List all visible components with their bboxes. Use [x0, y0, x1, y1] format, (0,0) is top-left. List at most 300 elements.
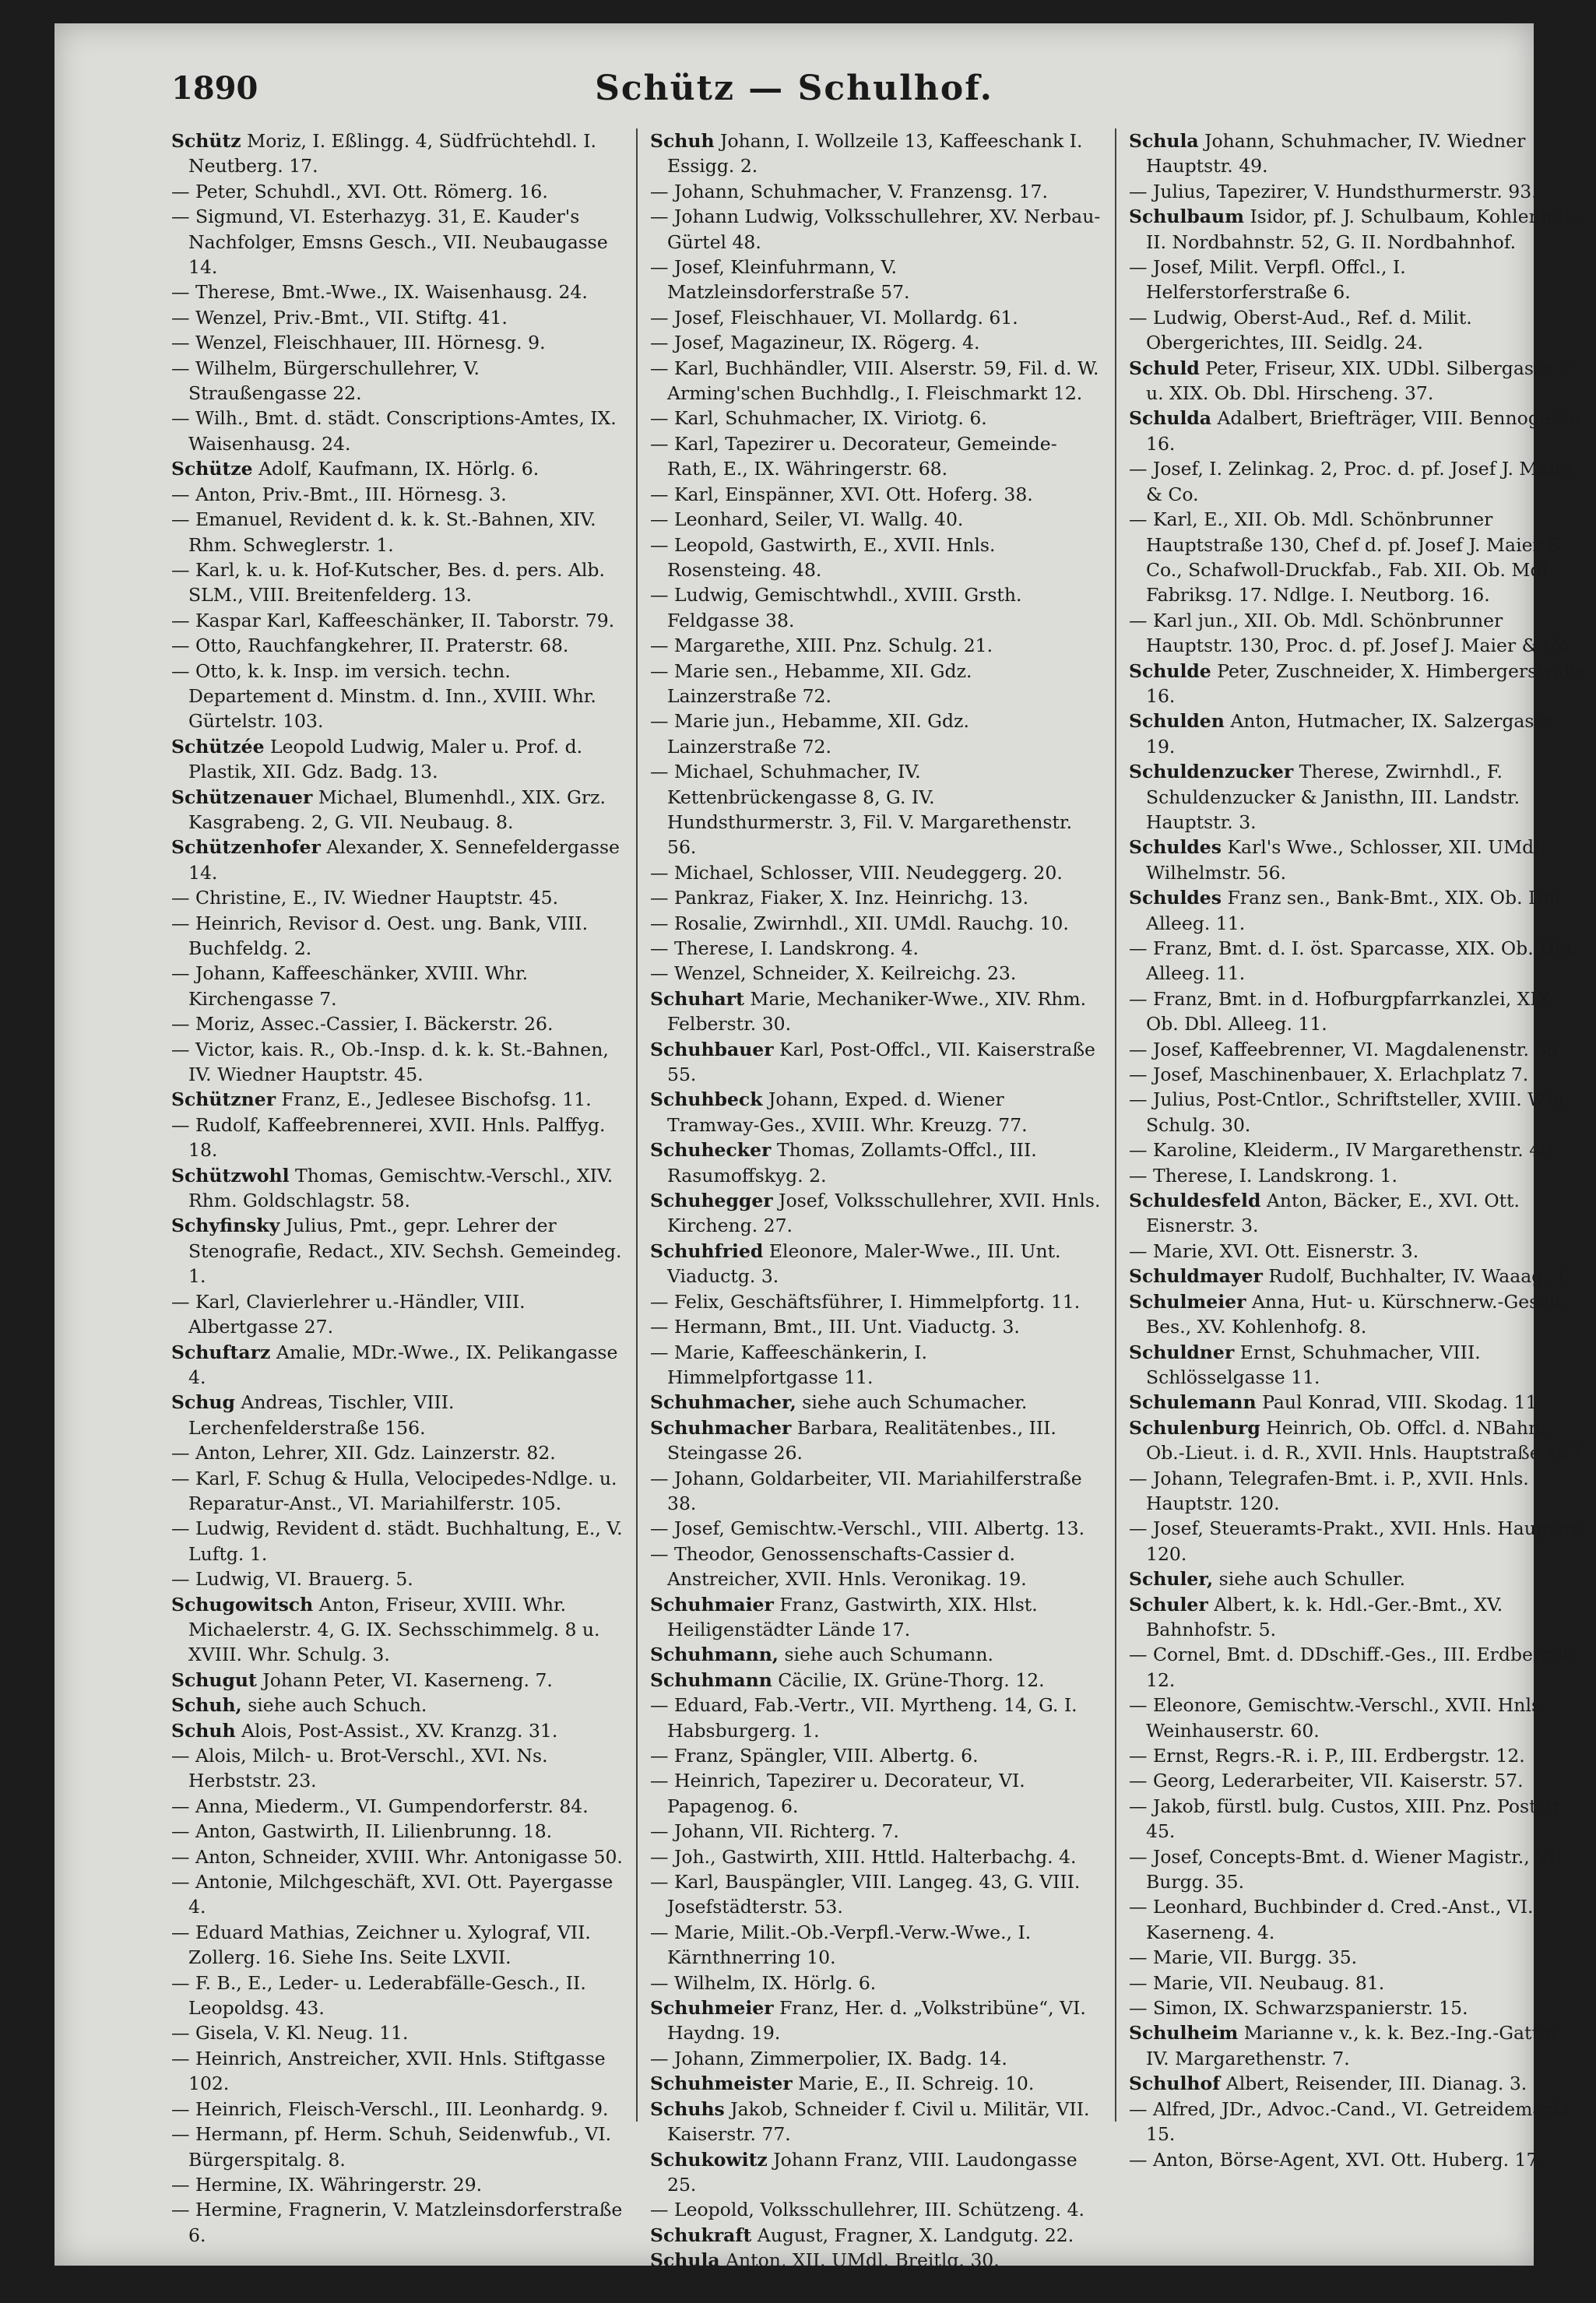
- entry-details: — Rudolf, Kaffeebrennerei, XVII. Hnls. Palffyg. 18.: [171, 1113, 606, 1162]
- entry-surname: Schuhecker: [650, 1139, 772, 1162]
- directory-entry: [650, 128, 1102, 179]
- directory-entry: [1129, 1163, 1588, 1188]
- entry-details: Michael, Blumenhdl., XIX. Grz. Kasgrabeng. 2, G. VII. Neubaug. 8.: [188, 786, 606, 833]
- entry-details: siehe auch Schumacher.: [796, 1391, 1028, 1414]
- directory-entry: [1129, 1693, 1588, 1743]
- entry-details: — Karl, E., XII. Ob. Mdl. Schönbrunner Hauptstraße 130, Chef d. pf. Josef J. Maier & Co., Schafwoll-Druckfab., Fab. XII. Ob. Mdl. Fabriksg. 17. Ndlge. I. Neutborg. 16.: [1129, 508, 1564, 607]
- directory-entry: [1129, 456, 1588, 507]
- entry-surname: Schuhmaier: [650, 1593, 774, 1616]
- directory-entry: [650, 1037, 1102, 1088]
- directory-entry: [171, 608, 623, 633]
- entry-details: — Johann Ludwig, Volksschullehrer, XV. Nerbau-Gürtel 48.: [650, 206, 1101, 253]
- entry-surname: Schuh: [171, 1719, 236, 1742]
- entry-surname: Schütz: [171, 130, 241, 152]
- entry-details: Peter, Friseur, XIX. UDbl. Silbergasse 2 u. XIX. Ob. Dbl. Hirscheng. 37.: [1146, 357, 1572, 405]
- directory-entry: [650, 708, 1102, 759]
- page-number: 1890: [171, 70, 258, 107]
- entry-details: — Leonhard, Buchbinder d. Cred.-Anst., VI. Kaserneng. 4.: [1129, 1896, 1534, 1943]
- directory-entry: [171, 659, 623, 734]
- entry-details: — Josef, Gemischtw.-Verschl., VIII. Albertg. 13.: [650, 1517, 1085, 1540]
- directory-entry: [171, 1289, 623, 1340]
- entry-details: — Kaspar Karl, Kaffeeschänker, II. Taborstr. 79.: [171, 609, 615, 631]
- entry-surname: Schugut: [171, 1668, 257, 1691]
- entry-details: Adalbert, Briefträger, VIII. Bennogasse 16.: [1146, 407, 1580, 455]
- entry-details: — Heinrich, Fleisch-Verschl., III. Leonhardg. 9.: [171, 2097, 609, 2120]
- entry-details: — Karl, Schuhmacher, IX. Viriotg. 6.: [650, 407, 987, 430]
- entry-details: Anton, XII. UMdl. Breitlg. 30.: [719, 2249, 1000, 2272]
- entry-details: — Anton, Priv.-Bmt., III. Hörnesg. 3.: [171, 483, 507, 505]
- column-left: [171, 128, 623, 2246]
- entry-surname: Schützwohl: [171, 1164, 290, 1187]
- entry-details: Johann, Exped. d. Wiener Tramway-Ges., XVIII. Whr. Kreuzg. 77.: [667, 1088, 1028, 1136]
- entry-surname: Schützner: [171, 1088, 276, 1111]
- entry-surname: Schug: [171, 1391, 235, 1414]
- entry-details: — Jakob, fürstl. bulg. Custos, XIII. Pnz. Poststr. 45.: [1129, 1795, 1566, 1843]
- entry-surname: Schukraft: [650, 2224, 752, 2246]
- entry-details: — Franz, Bmt. d. I. öst. Sparcasse, XIX. Ob. Dbl. Alleeg. 11.: [1129, 937, 1578, 985]
- entry-details: Eleonore, Maler-Wwe., III. Unt. Viaductg. 3.: [667, 1239, 1061, 1288]
- entry-details: — Antonie, Milchgeschäft, XVI. Ott. Payergasse 4.: [171, 1871, 613, 1918]
- entry-details: — Julius, Tapezirer, V. Hundsthurmerstr. 93.: [1129, 180, 1538, 202]
- directory-entry: [1129, 1137, 1588, 1162]
- directory-entry: [650, 482, 1102, 507]
- entry-surname: Schulda: [1129, 407, 1212, 430]
- entry-details: — Hermann, pf. Herm. Schuh, Seidenwfub., VI. Bürgerspitalg. 8.: [171, 2123, 612, 2171]
- entry-details: Amalie, MDr.-Wwe., IX. Pelikangasse 4.: [188, 1341, 618, 1388]
- entry-details: — F. B., E., Leder- u. Lederabfälle-Gesch., II. Leopoldsg. 43.: [171, 1971, 586, 2020]
- directory-entry: [171, 2197, 623, 2248]
- directory-entry: [1129, 659, 1588, 709]
- directory-entry: [171, 128, 623, 179]
- directory-entry: [650, 330, 1102, 355]
- directory-entry: [171, 1213, 623, 1289]
- directory-entry: [171, 557, 623, 608]
- directory-entry: [650, 2071, 1102, 2096]
- directory-entry: [171, 1037, 623, 1088]
- entry-details: — Cornel, Bmt. d. DDschiff.-Ges., III. Erdbergstr. 12.: [1129, 1644, 1583, 1691]
- entry-details: Franz sen., Bank-Bmt., XIX. Ob. Dbl. Alleeg. 11.: [1146, 887, 1566, 934]
- entry-details: — Karl jun., XII. Ob. Mdl. Schönbrunner Hauptstr. 130, Proc. d. pf. Josef J. Maier & Co.: [1129, 609, 1575, 657]
- entry-details: — Felix, Geschäftsführer, I. Himmelpfortg. 11.: [650, 1290, 1081, 1313]
- entry-details: — Josef, Magazineur, IX. Rögerg. 4.: [650, 332, 980, 354]
- directory-entry: [1129, 128, 1588, 179]
- entry-surname: Schuhmacher: [650, 1416, 792, 1439]
- directory-entry: [171, 2097, 623, 2122]
- entry-details: — Theodor, Genossenschafts-Cassier d. Anstreicher, XVII. Hnls. Veronikag. 19.: [650, 1542, 1027, 1591]
- directory-entry: [650, 582, 1102, 633]
- directory-entry: [1129, 179, 1588, 204]
- directory-entry: [171, 1592, 623, 1668]
- entry-details: — Josef, I. Zelinkag. 2, Proc. d. pf. Josef J. Maier & Co.: [1129, 458, 1575, 505]
- entry-details: — Leopold, Gastwirth, E., XVII. Hnls. Rosensteing. 48.: [650, 533, 996, 581]
- directory-entry: [171, 1390, 623, 1440]
- entry-details: — Josef, Concepts-Bmt. d. Wiener Magistr., VII. Burgg. 35.: [1129, 1845, 1570, 1893]
- entry-details: — Anton, Lehrer, XII. Gdz. Lainzerstr. 82.: [171, 1442, 556, 1464]
- entry-details: siehe auch Schuch.: [241, 1694, 427, 1717]
- entry-surname: Schuldes: [1129, 836, 1222, 859]
- directory-entry: [171, 961, 623, 1011]
- directory-entry: [650, 1668, 1102, 1693]
- entry-details: — Alois, Milch- u. Brot-Verschl., XVI. Ns. Herbststr. 23.: [171, 1745, 548, 1792]
- directory-entry: [171, 507, 623, 557]
- entry-details: — Anton, Schneider, XVIII. Whr. Antonigasse 50.: [171, 1845, 623, 1868]
- entry-surname: Schula: [650, 2249, 720, 2272]
- directory-entry: [1129, 1566, 1588, 1591]
- entry-details: — Ludwig, Gemischtwhdl., XVIII. Grsth. Feldgasse 38.: [650, 584, 1022, 631]
- entry-details: — Josef, Fleischhauer, VI. Mollardg. 61.: [650, 306, 1018, 329]
- entry-surname: Schulmeier: [1129, 1290, 1246, 1313]
- entry-details: — Ludwig, Revident d. städt. Buchhaltung, E., V. Luftg. 1.: [171, 1517, 623, 1565]
- running-head: Schütz — Schulhof.: [595, 69, 993, 108]
- directory-entry: [650, 1137, 1102, 1188]
- directory-entry: [171, 482, 623, 507]
- directory-entry: [1129, 1037, 1588, 1062]
- directory-entry: [650, 2197, 1102, 2222]
- entry-details: siehe auch Schuller.: [1213, 1568, 1406, 1591]
- column-middle: [650, 128, 1102, 2272]
- entry-details: — Heinrich, Anstreicher, XVII. Hnls. Stiftgasse 102.: [171, 2047, 606, 2095]
- directory-entry: [171, 2122, 623, 2172]
- entry-details: — Johann, Goldarbeiter, VII. Mariahilferstraße 38.: [650, 1467, 1082, 1514]
- directory-entry: [1129, 936, 1588, 986]
- entry-surname: Schugowitsch: [171, 1593, 314, 1616]
- entry-details: Heinrich, Ob. Offcl. d. NBahn., Ob.-Lieut. i. d. R., XVII. Hnls. Hauptstraße 127.: [1146, 1416, 1587, 1464]
- directory-entry: [171, 1566, 623, 1591]
- directory-entry: [171, 1920, 623, 1971]
- entry-details: — Therese, Bmt.-Wwe., IX. Waisenhausg. 24.: [171, 281, 588, 304]
- entry-surname: Schuhmann: [650, 1668, 772, 1691]
- directory-entry: [1129, 1971, 1588, 1995]
- directory-entry: [171, 330, 623, 355]
- entry-surname: Schuldmayer: [1129, 1265, 1263, 1288]
- entry-surname: Schuler,: [1129, 1568, 1214, 1591]
- directory-entry: [171, 633, 623, 658]
- directory-entry: [650, 986, 1102, 1037]
- directory-entry: [1129, 1743, 1588, 1768]
- entry-details: — Karl, Buchhändler, VIII. Alserstr. 59, Fil. d. W. Arming'schen Buchhdlg., I. Fleischmarkt 12.: [650, 357, 1099, 405]
- entry-details: — Ernst, Regrs.-R. i. P., III. Erdbergstr. 12.: [1129, 1745, 1525, 1767]
- entry-surname: Schuh: [650, 130, 715, 152]
- entry-details: — Victor, kais. R., Ob.-Insp. d. k. k. St.-Bahnen, IV. Wiedner Hauptstr. 45.: [171, 1038, 609, 1086]
- directory-entry: [1129, 305, 1588, 356]
- directory-entry: [171, 1516, 623, 1566]
- directory-entry: [171, 1011, 623, 1036]
- entry-details: — Karl, Clavierlehrer u.-Händler, VIII. Albertgasse 27.: [171, 1290, 526, 1338]
- entry-details: Adolf, Kaufmann, IX. Hörlg. 6.: [252, 458, 540, 480]
- entry-surname: Schyfinsky: [171, 1215, 280, 1237]
- directory-entry: [171, 1113, 623, 1163]
- entry-details: Therese, Zwirnhdl., F. Schuldenzucker & Janisthn, III. Landstr. Hauptstr. 3.: [1146, 761, 1520, 833]
- directory-entry: [1129, 406, 1588, 456]
- entry-details: — Emanuel, Revident d. k. k. St.-Bahnen, XIV. Rhm. Schweglerstr. 1.: [171, 508, 596, 556]
- directory-entry: [171, 204, 623, 280]
- entry-details: Paul Konrad, VIII. Skodag. 11.: [1256, 1391, 1544, 1414]
- directory-entry: [650, 1188, 1102, 1239]
- entry-details: — Pankraz, Fiaker, X. Inz. Heinrichg. 13.: [650, 887, 1029, 909]
- directory-entry: [650, 305, 1102, 330]
- directory-entry: [1129, 1592, 1588, 1643]
- directory-entry: [650, 1743, 1102, 1768]
- directory-entry: [1129, 1087, 1588, 1137]
- entry-details: — Karoline, Kleiderm., IV Margarethenstr. 40.: [1129, 1139, 1559, 1162]
- entry-details: — Karl, Tapezirer u. Decorateur, Gemeinde-Rath, E., IX. Währingerstr. 68.: [650, 432, 1057, 480]
- entry-details: — Karl, F. Schug & Hulla, Velocipedes-Ndlge. u. Reparatur-Anst., VI. Mariahilferstr. 105.: [171, 1467, 617, 1514]
- directory-entry: [650, 633, 1102, 658]
- entry-details: — Johann, VII. Richterg. 7.: [650, 1820, 899, 1843]
- entry-details: — Marie jun., Hebamme, XII. Gdz. Lainzerstraße 72.: [650, 710, 969, 758]
- directory-entry: [650, 936, 1102, 961]
- entry-details: — Johann, Telegrafen-Bmt. i. P., XVII. Hnls. Hauptstr. 120.: [1129, 1467, 1529, 1514]
- entry-details: — Joh., Gastwirth, XIII. Httld. Halterbachg. 4.: [650, 1845, 1077, 1868]
- directory-entry: [171, 356, 623, 406]
- entry-details: — Eleonore, Gemischtw.-Verschl., XVII. Hnls. Weinhauserstr. 60.: [1129, 1694, 1547, 1742]
- entry-details: — Johann, Kaffeeschänker, XVIII. Whr. Kirchengasse 7.: [171, 962, 529, 1010]
- entry-details: — Karl, Einspänner, XVI. Ott. Hoferg. 38.: [650, 483, 1033, 505]
- directory-entry: [650, 860, 1102, 885]
- entry-details: — Eduard Mathias, Zeichner u. Xylograf, VII. Zollerg. 16. Siehe Ins. Seite LXVII.: [171, 1921, 591, 1969]
- directory-entry: [1129, 1264, 1588, 1289]
- entry-surname: Schuhart: [650, 987, 744, 1010]
- directory-entry: [1129, 1415, 1588, 1466]
- directory-entry: [650, 1869, 1102, 1920]
- directory-entry: [650, 2097, 1102, 2147]
- entry-details: — Anton, Gastwirth, II. Lilienbrunng. 18.: [171, 1820, 553, 1843]
- directory-entry: [1129, 1642, 1588, 1693]
- directory-entry: [1129, 255, 1588, 305]
- directory-entry: [650, 431, 1102, 482]
- directory-entry: [1129, 507, 1588, 608]
- directory-entry: [171, 2172, 623, 2197]
- entry-surname: Schulbaum: [1129, 206, 1244, 228]
- directory-entry: [1129, 2020, 1588, 2071]
- entry-surname: Schulheim: [1129, 2022, 1239, 2045]
- entry-details: Rudolf, Buchhalter, IV. Waaag. 1.: [1262, 1265, 1573, 1288]
- entry-details: — Anton, Börse-Agent, XVI. Ott. Huberg. 17.: [1129, 2148, 1544, 2171]
- directory-entry: [650, 356, 1102, 406]
- entry-surname: Schulde: [1129, 659, 1211, 682]
- entry-details: Albert, k. k. Hdl.-Ger.-Bmt., XV. Bahnhofstr. 5.: [1146, 1593, 1503, 1640]
- entry-details: — Karl, Bauspängler, VIII. Langeg. 43, G. VIII. Josefstädterstr. 53.: [650, 1871, 1081, 1918]
- directory-entry: [171, 179, 623, 204]
- directory-entry: [650, 1087, 1102, 1137]
- entry-details: Leopold Ludwig, Maler u. Prof. d. Plastik, XII. Gdz. Badg. 13.: [188, 735, 583, 783]
- entry-details: Marie, Mechaniker-Wwe., XIV. Rhm. Felberstr. 30.: [667, 987, 1087, 1035]
- directory-entry: [650, 1971, 1102, 1995]
- directory-columns: [171, 128, 1596, 2272]
- entry-surname: Schulhof: [1129, 2073, 1221, 2095]
- directory-entry: [1129, 1289, 1588, 1340]
- entry-details: — Julius, Post-Cntlor., Schriftsteller, XVIII. Whr. Schulg. 30.: [1129, 1088, 1571, 1136]
- directory-entry: [1129, 885, 1588, 936]
- entry-details: — Ludwig, VI. Brauerg. 5.: [171, 1568, 413, 1591]
- directory-entry: [1129, 708, 1588, 759]
- entry-details: Ernst, Schuhmacher, VIII. Schlösselgasse 11.: [1146, 1341, 1481, 1388]
- entry-details: — Marie sen., Hebamme, XII. Gdz. Lainzerstraße 72.: [650, 659, 972, 707]
- entry-details: — Franz, Bmt. in d. Hofburgpfarrkanzlei, XIX. Ob. Dbl. Alleeg. 11.: [1129, 987, 1556, 1035]
- entry-details: Thomas, Zollamts-Offcl., III. Rasumoffskyg. 2.: [667, 1139, 1037, 1187]
- directory-entry: [171, 835, 623, 885]
- directory-entry: [171, 2046, 623, 2097]
- entry-surname: Schuhfried: [650, 1239, 764, 1262]
- entry-details: Jakob, Schneider f. Civil u. Militär, VII. Kaiserstr. 77.: [667, 2097, 1090, 2146]
- directory-entry: [1129, 1516, 1588, 1566]
- directory-entry: [171, 1844, 623, 1869]
- entry-surname: Schuhmeister: [650, 2073, 793, 2095]
- entry-surname: Schulemann: [1129, 1391, 1257, 1414]
- entry-details: — Marie, XVI. Ott. Eisnerstr. 3.: [1129, 1239, 1419, 1262]
- directory-entry: [650, 1844, 1102, 1869]
- directory-entry: [171, 305, 623, 330]
- entry-details: Johann Franz, VIII. Laudongasse 25.: [667, 2148, 1077, 2196]
- entry-details: Josef, Volksschullehrer, XVII. Hnls. Kircheng. 27.: [667, 1190, 1101, 1237]
- entry-details: — Simon, IX. Schwarzspanierstr. 15.: [1129, 1997, 1468, 2020]
- entry-details: — Gisela, V. Kl. Neug. 11.: [171, 2022, 409, 2045]
- directory-entry: [650, 1542, 1102, 1592]
- directory-entry: [1129, 1390, 1588, 1415]
- entry-details: — Heinrich, Tapezirer u. Decorateur, VI. Papagenog. 6.: [650, 1770, 1025, 1817]
- directory-entry: [1129, 759, 1588, 835]
- entry-details: — Wenzel, Fleischhauer, III. Hörnesg. 9.: [171, 332, 546, 354]
- entry-details: — Johann, Schuhmacher, V. Franzensg. 17.: [650, 180, 1048, 202]
- entry-surname: Schuldenzucker: [1129, 761, 1294, 783]
- entry-details: — Josef, Kaffeebrenner, VI. Magdalenenstr. 38.: [1129, 1038, 1564, 1060]
- directory-entry: [171, 1087, 623, 1112]
- entry-details: Albert, Reisender, III. Dianag. 3.: [1220, 2073, 1527, 2095]
- directory-entry: [650, 1466, 1102, 1517]
- directory-entry: [1129, 1062, 1588, 1087]
- directory-entry: [1129, 356, 1588, 406]
- directory-entry: [650, 1592, 1102, 1643]
- entry-details: — Alfred, JDr., Advoc.-Cand., VI. Getreidemarkt 15.: [1129, 2097, 1571, 2146]
- entry-details: — Wilhelm, IX. Hörlg. 6.: [650, 1971, 877, 1994]
- directory-entry: [650, 1920, 1102, 1971]
- entry-details: Alexander, X. Sennefeldergasse 14.: [188, 836, 620, 884]
- directory-entry: [650, 1516, 1102, 1541]
- entry-details: Johann, Schuhmacher, IV. Wiedner Hauptstr. 49.: [1146, 130, 1526, 178]
- entry-details: — Josef, Maschinenbauer, X. Erlachplatz 7.: [1129, 1064, 1529, 1086]
- directory-entry: [1129, 1340, 1588, 1391]
- entry-details: — Wilh., Bmt. d. städt. Conscriptions-Amtes, IX. Waisenhausg. 24.: [171, 407, 617, 455]
- entry-details: Andreas, Tischler, VIII. Lerchenfelderstraße 156.: [188, 1391, 455, 1439]
- directory-entry: [650, 2248, 1102, 2273]
- directory-entry: [1129, 1995, 1588, 2020]
- entry-details: Johann, I. Wollzeile 13, Kaffeeschank I. Essigg. 2.: [667, 130, 1083, 178]
- entry-details: — Marie, Milit.-Ob.-Verpfl.-Verw.-Wwe., I. Kärnthnerring 10.: [650, 1921, 1032, 1969]
- directory-entry: [1129, 1188, 1588, 1239]
- directory-entry: [171, 1466, 623, 1517]
- entry-details: Julius, Pmt., gepr. Lehrer der Stenografie, Redact., XIV. Sechsh. Gemeindeg. 1.: [188, 1215, 622, 1288]
- directory-entry: [171, 1743, 623, 1794]
- directory-entry: [650, 406, 1102, 431]
- column-right: [1129, 128, 1588, 2171]
- entry-details: — Karl, k. u. k. Hof-Kutscher, Bes. d. pers. Alb. SLM., VIII. Breitenfelderg. 13.: [171, 558, 605, 607]
- entry-details: — Josef, Kleinfuhrmann, V. Matzleinsdorferstraße 57.: [650, 256, 910, 304]
- directory-entry: [650, 1340, 1102, 1391]
- entry-details: — Otto, Rauchfangkehrer, II. Praterstr. 68.: [171, 635, 569, 657]
- entry-details: — Marie, VII. Neubaug. 81.: [1129, 1971, 1385, 1994]
- entry-details: — Sigmund, VI. Esterhazyg. 31, E. Kauder's Nachfolger, Emsns Gesch., VII. Neubaugasse 14.: [171, 206, 608, 279]
- entry-details: — Ludwig, Oberst-Aud., Ref. d. Milit. Obergerichtes, III. Seidlg. 24.: [1129, 306, 1472, 354]
- entry-details: Johann Peter, VI. Kaserneng. 7.: [256, 1668, 553, 1691]
- directory-entry: [1129, 1844, 1588, 1895]
- directory-entry: [650, 659, 1102, 709]
- entry-details: Isidor, pf. J. Schulbaum, Kohlenhdl., II. Nordbahnstr. 52, G. II. Nordbahnhof.: [1146, 206, 1582, 253]
- entry-details: — Rosalie, Zwirnhdl., XII. UMdl. Rauchg. 10.: [650, 912, 1069, 934]
- directory-entry: [1129, 2097, 1588, 2147]
- entry-details: — Anna, Miederm., VI. Gumpendorferstr. 84.: [171, 1795, 589, 1817]
- directory-entry: [1129, 1466, 1588, 1517]
- entry-details: — Margarethe, XIII. Pnz. Schulg. 21.: [650, 635, 993, 657]
- entry-details: — Moriz, Assec.-Cassier, I. Bäckerstr. 26.: [171, 1013, 554, 1035]
- entry-surname: Schulenburg: [1129, 1416, 1260, 1439]
- entry-details: Franz, E., Jedlesee Bischofsg. 11.: [276, 1088, 592, 1111]
- entry-surname: Schuhbauer: [650, 1038, 774, 1060]
- entry-surname: Schuhmacher,: [650, 1391, 796, 1414]
- entry-details: — Wilhelm, Bürgerschullehrer, V. Straußengasse 22.: [171, 357, 480, 405]
- directory-entry: [650, 1289, 1102, 1314]
- entry-details: — Josef, Steueramts-Prakt., XVII. Hnls. Hauptstr. 120.: [1129, 1517, 1585, 1565]
- directory-entry: [171, 1440, 623, 1465]
- directory-entry: [171, 911, 623, 962]
- directory-entry: [1129, 2071, 1588, 2096]
- entry-surname: Schuldesfeld: [1129, 1190, 1261, 1212]
- entry-surname: Schützenhofer: [171, 836, 321, 859]
- directory-entry: [171, 456, 623, 481]
- directory-entry: [1129, 1768, 1588, 1793]
- directory-entry: [171, 280, 623, 304]
- entry-details: Cäcilie, IX. Grüne-Thorg. 12.: [772, 1668, 1045, 1691]
- directory-entry: [650, 1693, 1102, 1743]
- entry-surname: Schukowitz: [650, 2148, 768, 2171]
- entry-details: — Johann, Zimmerpolier, IX. Badg. 14.: [650, 2047, 1007, 2069]
- entry-details: — Michael, Schlosser, VIII. Neudeggerg. 20.: [650, 861, 1063, 884]
- directory-entry: [650, 1995, 1102, 2046]
- entry-details: — Therese, I. Landskrong. 1.: [1129, 1164, 1397, 1187]
- entry-details: Moriz, I. Eßlingg. 4, Südfrüchtehdl. I. Neutberg. 17.: [188, 130, 596, 178]
- directory-entry: [171, 1869, 623, 1920]
- directory-entry: [171, 885, 623, 910]
- directory-entry: [171, 1718, 623, 1743]
- entry-details: — Heinrich, Revisor d. Oest. ung. Bank, VIII. Buchfeldg. 2.: [171, 912, 589, 959]
- entry-details: — Leopold, Volksschullehrer, III. Schützeng. 4.: [650, 2199, 1085, 2221]
- directory-entry: [650, 911, 1102, 936]
- entry-details: — Josef, Milit. Verpfl. Offcl., I. Helferstorferstraße 6.: [1129, 256, 1406, 304]
- entry-surname: Schuld: [1129, 357, 1200, 379]
- directory-entry: [1129, 608, 1588, 659]
- entry-surname: Schuldes: [1129, 887, 1222, 909]
- entry-surname: Schuldner: [1129, 1341, 1235, 1363]
- directory-entry: [650, 1415, 1102, 1466]
- directory-entry: [171, 1693, 623, 1718]
- directory-entry: [1129, 835, 1588, 885]
- entry-details: — Georg, Lederarbeiter, VII. Kaiserstr. 57.: [1129, 1770, 1524, 1792]
- directory-entry: [650, 2147, 1102, 2198]
- directory-entry: [1129, 1894, 1588, 1945]
- directory-entry: [171, 1163, 623, 1214]
- entry-details: — Marie, Kaffeeschänkerin, I. Himmelpfortgasse 11.: [650, 1341, 927, 1388]
- entry-surname: Schula: [1129, 130, 1199, 152]
- directory-entry: [1129, 986, 1588, 1037]
- directory-entry: [650, 1819, 1102, 1844]
- entry-details: — Wenzel, Schneider, X. Keilreichg. 23.: [650, 962, 1017, 985]
- entry-surname: Schulden: [1129, 710, 1225, 733]
- entry-details: Anna, Hut- u. Kürschnerw.-Gesch.-Bes., XV. Kohlenhofg. 8.: [1146, 1290, 1573, 1338]
- directory-entry: [1129, 2147, 1588, 2172]
- entry-details: — Therese, I. Landskrong. 4.: [650, 937, 919, 959]
- directory-entry: [650, 2223, 1102, 2248]
- entry-surname: Schuhs: [650, 2097, 725, 2120]
- directory-entry: [171, 1668, 623, 1693]
